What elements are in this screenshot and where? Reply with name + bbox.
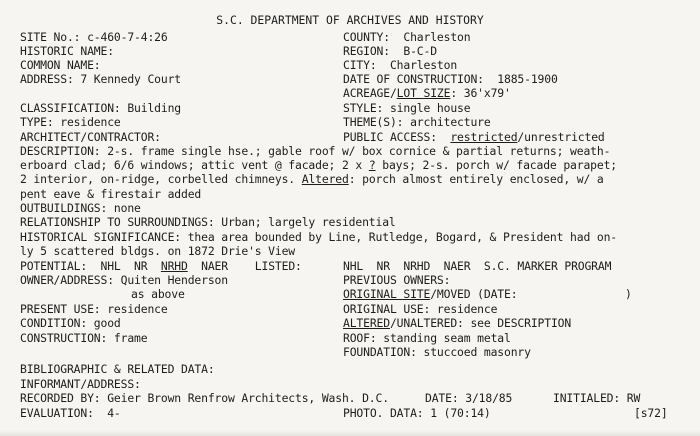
themes: THEME(S): architecture [343,115,491,129]
roof: ROOF: standing seam metal [343,331,511,345]
informant-address: INFORMANT/ADDRESS: [20,377,141,391]
page-bottom-edge [0,430,700,436]
architect-contractor: ARCHITECT/CONTRACTOR: [20,130,161,144]
original-use: ORIGINAL USE: residence [343,302,498,316]
relationship-to-surroundings: RELATIONSHIP TO SURROUNDINGS: Urban; largely residential [20,215,396,229]
potential: POTENTIAL: NHL NR NRHD NAER LISTED: [20,259,302,273]
owner-address: OWNER/ADDRESS: Quiten Henderson [20,273,228,287]
historical-significance-line-2: ly 5 scattered bldgs. on 1872 Drie's View [20,244,296,258]
acreage-lot-size: ACREAGE/LOT SIZE: 36'x79' [343,86,511,100]
description-line-2: erboard clad; 6/6 windows; attic vent @ facade; 2 x ? bays; 2-s. porch w/ facade parapet; [20,158,618,172]
outbuildings: OUTBUILDINGS: none [20,201,141,215]
address: ADDRESS: 7 Kennedy Court [20,72,181,86]
bibliographic-data: BIBLIOGRAPHIC & RELATED DATA: [20,362,215,376]
form-code: [s72] [634,406,668,420]
county: COUNTY: Charleston [343,30,471,44]
historic-name: HISTORIC NAME: [20,44,114,58]
condition: CONDITION: good [20,316,121,330]
classification: CLASSIFICATION: Building [20,101,181,115]
type: TYPE: residence [20,115,121,129]
foundation: FOUNDATION: stuccoed masonry [343,345,531,359]
public-access: PUBLIC ACCESS: restricted/unrestricted [343,130,605,144]
altered-unaltered: ALTERED/UNALTERED: see DESCRIPTION [343,316,572,330]
date-of-construction: DATE OF CONSTRUCTION: 1885-1900 [343,72,558,86]
city: CITY: Charleston [343,58,458,72]
document-header: S.C. DEPARTMENT OF ARCHIVES AND HISTORY [216,13,484,27]
site-number: SITE No.: c-460-7-4:26 [20,30,168,44]
evaluation: EVALUATION: 4- [20,406,121,420]
historical-significance-line-1: HISTORICAL SIGNIFICANCE: thea area bounded by Line, Rutledge, Bogard, & President had on- [20,230,617,244]
owner-address-line-2: as above [131,287,185,301]
photo-data: PHOTO. DATA: 1 (70:14) [343,406,491,420]
original-site: ORIGINAL SITE/MOVED (DATE: [343,287,518,301]
original-site-close: ) [625,287,632,301]
listed-options: NHL NR NRHD NAER S.C. MARKER PROGRAM [343,259,612,273]
present-use: PRESENT USE: residence [20,302,168,316]
description-line-1: DESCRIPTION: 2-s. frame single hse.; gable roof w/ box cornice & partial returns; weath- [20,144,611,158]
description-line-3: 2 interior, on-ridge, corbelled chimneys. Altered: porch almost entirely enclosed, w/ a [20,172,604,186]
common-name: COMMON NAME: [20,58,101,72]
initialed: INITIALED: RW [553,391,641,405]
recorded-date: DATE: 3/18/85 [425,391,513,405]
style: STYLE: single house [343,101,471,115]
previous-owners: PREVIOUS OWNERS: [343,273,451,287]
description-line-4: pent eave & firestair added [20,187,202,201]
recorded-by: RECORDED BY: Geier Brown Renfrow Architects, Wash. D.C. [20,391,389,405]
region: REGION: B-C-D [343,44,437,58]
construction: CONSTRUCTION: frame [20,331,148,345]
